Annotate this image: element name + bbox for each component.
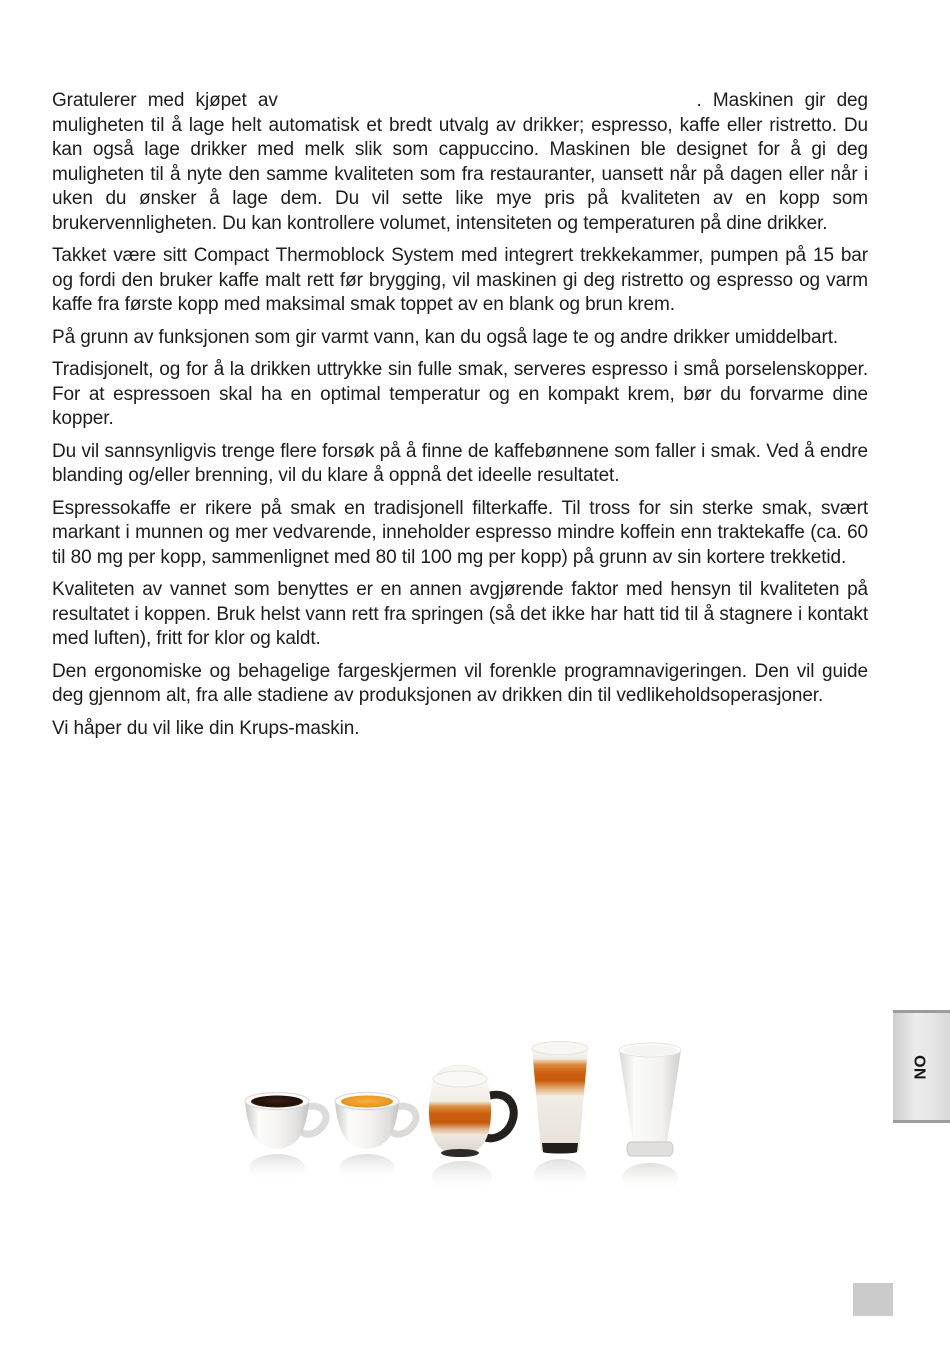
intro-paragraph bbox=[52, 89, 868, 236]
cappuccino-mug bbox=[429, 1065, 514, 1193]
espresso-cup bbox=[245, 1093, 326, 1183]
manual-intro-text bbox=[52, 89, 868, 749]
intro-first-line bbox=[52, 89, 868, 114]
espresso-crema-cup bbox=[335, 1093, 416, 1183]
intro-line-left: Gratulerer med kjøpet av bbox=[52, 90, 278, 111]
language-tab-label: NO bbox=[912, 1054, 930, 1079]
language-tab-no bbox=[893, 1010, 950, 1123]
machine-name-blank bbox=[278, 89, 697, 114]
intro-line-right: . Maskinen gir deg bbox=[696, 90, 868, 111]
paragraph-thermoblock: Takket være sitt Compact Thermoblock System med integrert trekkekammer, pumpen på 15 bar og fordi den bruker kaffe malt rett før brygging, vil maskinen gi deg ristretto og espresso og varm kaffe fra første kopp med maksimal smak toppet av en blank og brun krem. bbox=[52, 245, 868, 315]
paragraph-caffeine: Espressokaffe er rikere på smak en tradisjonell filterkaffe. Til tross for sin sterke smak, svært markant i munnen og mer vedvarende, inneholder espresso mindre koffein enn traktekaffe (ca. 60 til 80 mg per kopp, sammenlignet med 80 til 100 mg per kopp) på grunn av sin kortere trekketid. bbox=[52, 497, 868, 568]
paragraph-espresso-cups: Tradisjonelt, og for å la drikken uttrykke sin fulle smak, serveres espresso i små porselenskopper. For at espressoen skal ha en optimal temperatur og en kompakt krem, bør du forvarme dine kopper. bbox=[52, 359, 868, 429]
paragraph-coffee-beans: Du vil sannsynligvis trenge flere forsøk på å finne de kaffebønnene som faller i smak. Ved å endre blanding og/eller brenning, vil du klare å oppnå det ideelle resultatet. bbox=[52, 440, 868, 486]
drinks-illustration bbox=[222, 1032, 692, 1197]
milk-glass bbox=[619, 1043, 681, 1193]
paragraph-water-quality: Kvaliteten av vannet som benyttes er en annen avgjørende faktor med hensyn til kvaliteten på resultatet i koppen. Bruk helst vann rett fra springen (så det ikke har hatt tid til å stagnere i kontakt med luften), fritt for klor og kaldt. bbox=[52, 579, 868, 649]
paragraph-closing: Vi håper du vil like din Krups-maskin. bbox=[52, 717, 360, 739]
paragraph-color-screen: Den ergonomiske og behagelige fargeskjermen vil forenkle programnavigeringen. Den vil guide deg gjennom alt, fra alle stadiene av produksjonen av drikken din til vedlikeholdsoperasjoner. bbox=[52, 660, 868, 706]
latte-macchiato-glass bbox=[532, 1042, 588, 1192]
drinks-illustration-svg bbox=[222, 1032, 692, 1197]
paragraph-hot-water: På grunn av funksjonen som gir varmt vann, kan du også lage te og andre drikker umiddelbart. bbox=[52, 326, 839, 348]
page-marker-square bbox=[853, 1283, 893, 1316]
intro-body-text: muligheten til å lage helt automatisk et bredt utvalg av drikker; espresso, kaffe eller ristretto. Du kan også lage drikker med melk slik som cappuccino. Maskinen ble designet for å gi deg muligheten til å nyte den samme kvaliteten som fra restauranter, uansett når på dagen eller når i uken du ønsker å lage dem. Du vil sette like mye pris på kvaliteten av en kopp som brukervennligheten. Du kan kontrollere volumet, intensiteten og temperaturen på dine drikker. bbox=[52, 114, 868, 234]
